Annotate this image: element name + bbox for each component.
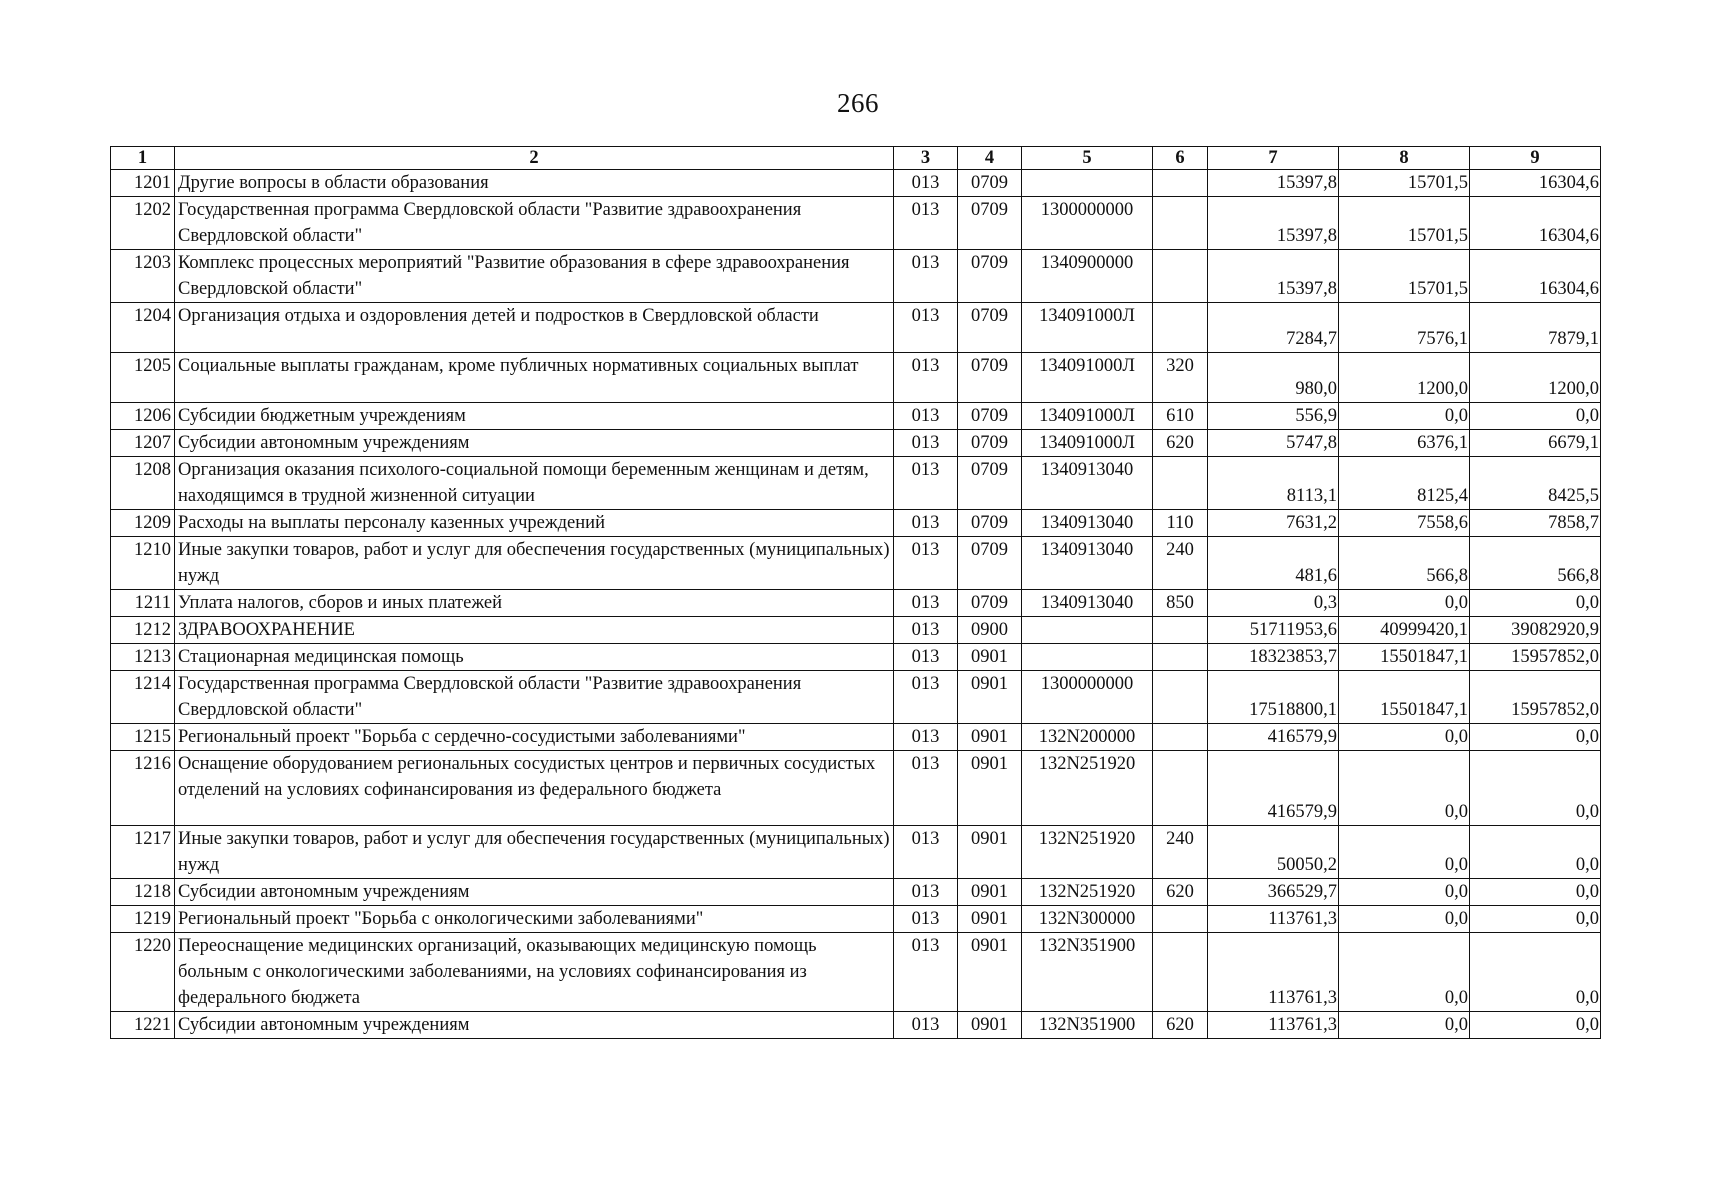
row-name-cell: Переоснащение медицинских организаций, оказывающих медицинскую помощь больным с онкологическими заболеваниями, на условиях софинансирования из федерального бюджета xyxy=(175,933,894,1012)
amount-year1-cell: 980,0 xyxy=(1208,353,1339,403)
amount-year2-cell: 7576,1 xyxy=(1339,303,1470,353)
ministry-code-cell: 013 xyxy=(894,510,958,537)
expense-type-cell xyxy=(1153,751,1208,826)
ministry-code-cell: 013 xyxy=(894,1012,958,1039)
expense-type-cell: 620 xyxy=(1153,1012,1208,1039)
section-code-cell: 0900 xyxy=(958,617,1022,644)
target-article-cell: 134091000Л xyxy=(1022,430,1153,457)
expense-type-cell xyxy=(1153,724,1208,751)
ministry-code-cell: 013 xyxy=(894,906,958,933)
section-code-cell: 0709 xyxy=(958,537,1022,590)
header-col-3: 3 xyxy=(894,147,958,170)
amount-year2-cell: 0,0 xyxy=(1339,879,1470,906)
expense-type-cell: 620 xyxy=(1153,879,1208,906)
expense-type-cell: 620 xyxy=(1153,430,1208,457)
target-article-cell xyxy=(1022,170,1153,197)
ministry-code-cell: 013 xyxy=(894,250,958,303)
target-article-cell: 132N251920 xyxy=(1022,826,1153,879)
row-name-cell: Региональный проект "Борьба с онкологическими заболеваниями" xyxy=(175,906,894,933)
table-row xyxy=(111,1012,1601,1039)
amount-year1-cell: 5747,8 xyxy=(1208,430,1339,457)
amount-year1-cell: 416579,9 xyxy=(1208,751,1339,826)
target-article-cell: 132N251920 xyxy=(1022,879,1153,906)
ministry-code-cell: 013 xyxy=(894,403,958,430)
amount-year3-cell: 0,0 xyxy=(1470,590,1601,617)
section-code-cell: 0709 xyxy=(958,353,1022,403)
table-row xyxy=(111,644,1601,671)
row-name-cell: Государственная программа Свердловской области "Развитие здравоохранения Свердловской области" xyxy=(175,197,894,250)
amount-year3-cell: 15957852,0 xyxy=(1470,644,1601,671)
target-article-cell: 1340913040 xyxy=(1022,510,1153,537)
section-code-cell: 0709 xyxy=(958,590,1022,617)
amount-year1-cell: 7631,2 xyxy=(1208,510,1339,537)
target-article-cell: 132N351900 xyxy=(1022,1012,1153,1039)
table-row xyxy=(111,826,1601,879)
row-number-cell: 1219 xyxy=(111,906,175,933)
amount-year2-cell: 7558,6 xyxy=(1339,510,1470,537)
ministry-code-cell: 013 xyxy=(894,933,958,1012)
amount-year2-cell: 40999420,1 xyxy=(1339,617,1470,644)
row-number-cell: 1215 xyxy=(111,724,175,751)
expense-type-cell: 240 xyxy=(1153,537,1208,590)
amount-year1-cell: 113761,3 xyxy=(1208,1012,1339,1039)
expense-type-cell xyxy=(1153,303,1208,353)
expense-type-cell xyxy=(1153,906,1208,933)
amount-year1-cell: 113761,3 xyxy=(1208,906,1339,933)
section-code-cell: 0901 xyxy=(958,724,1022,751)
row-name-cell: Социальные выплаты гражданам, кроме публичных нормативных социальных выплат xyxy=(175,353,894,403)
section-code-cell: 0901 xyxy=(958,933,1022,1012)
amount-year1-cell: 15397,8 xyxy=(1208,170,1339,197)
amount-year3-cell: 0,0 xyxy=(1470,403,1601,430)
row-name-cell: Другие вопросы в области образования xyxy=(175,170,894,197)
section-code-cell: 0901 xyxy=(958,1012,1022,1039)
table-header-row xyxy=(111,147,1601,170)
row-name-cell: Комплекс процессных мероприятий "Развитие образования в сфере здравоохранения Свердловской области" xyxy=(175,250,894,303)
ministry-code-cell: 013 xyxy=(894,537,958,590)
header-col-5: 5 xyxy=(1022,147,1153,170)
amount-year1-cell: 17518800,1 xyxy=(1208,671,1339,724)
row-name-cell: Субсидии бюджетным учреждениям xyxy=(175,403,894,430)
amount-year1-cell: 15397,8 xyxy=(1208,250,1339,303)
ministry-code-cell: 013 xyxy=(894,590,958,617)
row-name-cell: Иные закупки товаров, работ и услуг для обеспечения государственных (муниципальных) нужд xyxy=(175,826,894,879)
row-number-cell: 1206 xyxy=(111,403,175,430)
header-col-4: 4 xyxy=(958,147,1022,170)
section-code-cell: 0709 xyxy=(958,250,1022,303)
amount-year3-cell: 15957852,0 xyxy=(1470,671,1601,724)
expense-type-cell: 240 xyxy=(1153,826,1208,879)
amount-year3-cell: 7858,7 xyxy=(1470,510,1601,537)
amount-year3-cell: 0,0 xyxy=(1470,1012,1601,1039)
row-number-cell: 1216 xyxy=(111,751,175,826)
amount-year3-cell: 16304,6 xyxy=(1470,250,1601,303)
row-number-cell: 1204 xyxy=(111,303,175,353)
amount-year1-cell: 0,3 xyxy=(1208,590,1339,617)
section-code-cell: 0709 xyxy=(958,403,1022,430)
ministry-code-cell: 013 xyxy=(894,751,958,826)
amount-year3-cell: 0,0 xyxy=(1470,933,1601,1012)
ministry-code-cell: 013 xyxy=(894,197,958,250)
amount-year1-cell: 7284,7 xyxy=(1208,303,1339,353)
header-col-7: 7 xyxy=(1208,147,1339,170)
section-code-cell: 0901 xyxy=(958,879,1022,906)
row-number-cell: 1211 xyxy=(111,590,175,617)
row-name-cell: ЗДРАВООХРАНЕНИЕ xyxy=(175,617,894,644)
target-article-cell: 1340913040 xyxy=(1022,537,1153,590)
amount-year2-cell: 0,0 xyxy=(1339,590,1470,617)
amount-year3-cell: 0,0 xyxy=(1470,906,1601,933)
amount-year1-cell: 15397,8 xyxy=(1208,197,1339,250)
target-article-cell: 1300000000 xyxy=(1022,197,1153,250)
amount-year3-cell: 16304,6 xyxy=(1470,170,1601,197)
section-code-cell: 0709 xyxy=(958,303,1022,353)
target-article-cell: 1340913040 xyxy=(1022,590,1153,617)
section-code-cell: 0709 xyxy=(958,457,1022,510)
section-code-cell: 0901 xyxy=(958,644,1022,671)
amount-year2-cell: 15501847,1 xyxy=(1339,644,1470,671)
expense-type-cell: 320 xyxy=(1153,353,1208,403)
amount-year1-cell: 366529,7 xyxy=(1208,879,1339,906)
amount-year1-cell: 481,6 xyxy=(1208,537,1339,590)
row-name-cell: Организация оказания психолого-социальной помощи беременным женщинам и детям, находящимся в трудной жизненной ситуации xyxy=(175,457,894,510)
amount-year3-cell: 39082920,9 xyxy=(1470,617,1601,644)
section-code-cell: 0901 xyxy=(958,671,1022,724)
expense-type-cell xyxy=(1153,617,1208,644)
section-code-cell: 0901 xyxy=(958,751,1022,826)
table-row xyxy=(111,303,1601,353)
expense-type-cell: 850 xyxy=(1153,590,1208,617)
amount-year2-cell: 15701,5 xyxy=(1339,250,1470,303)
ministry-code-cell: 013 xyxy=(894,457,958,510)
row-name-cell: Уплата налогов, сборов и иных платежей xyxy=(175,590,894,617)
row-number-cell: 1213 xyxy=(111,644,175,671)
row-number-cell: 1205 xyxy=(111,353,175,403)
row-name-cell: Субсидии автономным учреждениям xyxy=(175,879,894,906)
section-code-cell: 0901 xyxy=(958,906,1022,933)
row-number-cell: 1202 xyxy=(111,197,175,250)
amount-year2-cell: 0,0 xyxy=(1339,933,1470,1012)
amount-year1-cell: 8113,1 xyxy=(1208,457,1339,510)
section-code-cell: 0709 xyxy=(958,430,1022,457)
target-article-cell xyxy=(1022,644,1153,671)
row-number-cell: 1218 xyxy=(111,879,175,906)
row-name-cell: Субсидии автономным учреждениям xyxy=(175,1012,894,1039)
row-name-cell: Субсидии автономным учреждениям xyxy=(175,430,894,457)
row-name-cell: Иные закупки товаров, работ и услуг для обеспечения государственных (муниципальных) нужд xyxy=(175,537,894,590)
amount-year3-cell: 8425,5 xyxy=(1470,457,1601,510)
amount-year2-cell: 6376,1 xyxy=(1339,430,1470,457)
expense-type-cell xyxy=(1153,933,1208,1012)
row-number-cell: 1208 xyxy=(111,457,175,510)
amount-year2-cell: 0,0 xyxy=(1339,826,1470,879)
table-row xyxy=(111,170,1601,197)
target-article-cell: 1340913040 xyxy=(1022,457,1153,510)
table-row xyxy=(111,590,1601,617)
row-number-cell: 1203 xyxy=(111,250,175,303)
row-number-cell: 1209 xyxy=(111,510,175,537)
row-name-cell: Организация отдыха и оздоровления детей и подростков в Свердловской области xyxy=(175,303,894,353)
header-col-1: 1 xyxy=(111,147,175,170)
target-article-cell: 134091000Л xyxy=(1022,353,1153,403)
header-col-9: 9 xyxy=(1470,147,1601,170)
table-body xyxy=(111,170,1601,1039)
section-code-cell: 0901 xyxy=(958,826,1022,879)
ministry-code-cell: 013 xyxy=(894,353,958,403)
amount-year3-cell: 0,0 xyxy=(1470,826,1601,879)
row-number-cell: 1210 xyxy=(111,537,175,590)
ministry-code-cell: 013 xyxy=(894,826,958,879)
row-name-cell: Оснащение оборудованием региональных сосудистых центров и первичных сосудистых отделений на условиях софинансирования из федерального бюджета xyxy=(175,751,894,826)
row-number-cell: 1220 xyxy=(111,933,175,1012)
ministry-code-cell: 013 xyxy=(894,644,958,671)
row-number-cell: 1207 xyxy=(111,430,175,457)
amount-year2-cell: 15701,5 xyxy=(1339,197,1470,250)
amount-year3-cell: 6679,1 xyxy=(1470,430,1601,457)
amount-year3-cell: 1200,0 xyxy=(1470,353,1601,403)
expense-type-cell: 110 xyxy=(1153,510,1208,537)
amount-year2-cell: 1200,0 xyxy=(1339,353,1470,403)
ministry-code-cell: 013 xyxy=(894,879,958,906)
expense-type-cell xyxy=(1153,197,1208,250)
target-article-cell: 132N300000 xyxy=(1022,906,1153,933)
amount-year2-cell: 8125,4 xyxy=(1339,457,1470,510)
row-number-cell: 1212 xyxy=(111,617,175,644)
row-number-cell: 1217 xyxy=(111,826,175,879)
amount-year3-cell: 566,8 xyxy=(1470,537,1601,590)
amount-year2-cell: 0,0 xyxy=(1339,724,1470,751)
amount-year1-cell: 51711953,6 xyxy=(1208,617,1339,644)
amount-year3-cell: 0,0 xyxy=(1470,751,1601,826)
row-number-cell: 1214 xyxy=(111,671,175,724)
row-name-cell: Стационарная медицинская помощь xyxy=(175,644,894,671)
table-row xyxy=(111,197,1601,250)
target-article-cell: 134091000Л xyxy=(1022,403,1153,430)
expense-type-cell xyxy=(1153,644,1208,671)
amount-year1-cell: 50050,2 xyxy=(1208,826,1339,879)
table-row xyxy=(111,353,1601,403)
header-col-2: 2 xyxy=(175,147,894,170)
amount-year3-cell: 16304,6 xyxy=(1470,197,1601,250)
amount-year2-cell: 0,0 xyxy=(1339,403,1470,430)
table-row xyxy=(111,933,1601,1012)
amount-year1-cell: 556,9 xyxy=(1208,403,1339,430)
amount-year2-cell: 15701,5 xyxy=(1339,170,1470,197)
ministry-code-cell: 013 xyxy=(894,671,958,724)
ministry-code-cell: 013 xyxy=(894,170,958,197)
amount-year1-cell: 18323853,7 xyxy=(1208,644,1339,671)
table-row xyxy=(111,510,1601,537)
table-row xyxy=(111,617,1601,644)
amount-year1-cell: 113761,3 xyxy=(1208,933,1339,1012)
target-article-cell xyxy=(1022,617,1153,644)
row-name-cell: Расходы на выплаты персоналу казенных учреждений xyxy=(175,510,894,537)
table-row xyxy=(111,751,1601,826)
target-article-cell: 1340900000 xyxy=(1022,250,1153,303)
expense-type-cell xyxy=(1153,250,1208,303)
table-row xyxy=(111,403,1601,430)
target-article-cell: 132N200000 xyxy=(1022,724,1153,751)
amount-year3-cell: 0,0 xyxy=(1470,724,1601,751)
expense-type-cell: 610 xyxy=(1153,403,1208,430)
row-number-cell: 1221 xyxy=(111,1012,175,1039)
section-code-cell: 0709 xyxy=(958,197,1022,250)
table-row xyxy=(111,457,1601,510)
table-row xyxy=(111,537,1601,590)
target-article-cell: 134091000Л xyxy=(1022,303,1153,353)
amount-year1-cell: 416579,9 xyxy=(1208,724,1339,751)
amount-year2-cell: 0,0 xyxy=(1339,751,1470,826)
amount-year3-cell: 0,0 xyxy=(1470,879,1601,906)
section-code-cell: 0709 xyxy=(958,510,1022,537)
amount-year3-cell: 7879,1 xyxy=(1470,303,1601,353)
target-article-cell: 132N351900 xyxy=(1022,933,1153,1012)
table-row xyxy=(111,671,1601,724)
ministry-code-cell: 013 xyxy=(894,430,958,457)
table-row xyxy=(111,724,1601,751)
budget-table xyxy=(110,146,1601,1039)
row-number-cell: 1201 xyxy=(111,170,175,197)
table-row xyxy=(111,250,1601,303)
header-col-8: 8 xyxy=(1339,147,1470,170)
page-number: 266 xyxy=(837,88,879,118)
expense-type-cell xyxy=(1153,457,1208,510)
expense-type-cell xyxy=(1153,170,1208,197)
target-article-cell: 1300000000 xyxy=(1022,671,1153,724)
amount-year2-cell: 0,0 xyxy=(1339,1012,1470,1039)
table-row xyxy=(111,906,1601,933)
amount-year2-cell: 0,0 xyxy=(1339,906,1470,933)
row-name-cell: Государственная программа Свердловской области "Развитие здравоохранения Свердловской области" xyxy=(175,671,894,724)
amount-year2-cell: 15501847,1 xyxy=(1339,671,1470,724)
target-article-cell: 132N251920 xyxy=(1022,751,1153,826)
header-col-6: 6 xyxy=(1153,147,1208,170)
ministry-code-cell: 013 xyxy=(894,303,958,353)
table-row xyxy=(111,879,1601,906)
table-row xyxy=(111,430,1601,457)
section-code-cell: 0709 xyxy=(958,170,1022,197)
expense-type-cell xyxy=(1153,671,1208,724)
ministry-code-cell: 013 xyxy=(894,724,958,751)
row-name-cell: Региональный проект "Борьба с сердечно-сосудистыми заболеваниями" xyxy=(175,724,894,751)
ministry-code-cell: 013 xyxy=(894,617,958,644)
amount-year2-cell: 566,8 xyxy=(1339,537,1470,590)
